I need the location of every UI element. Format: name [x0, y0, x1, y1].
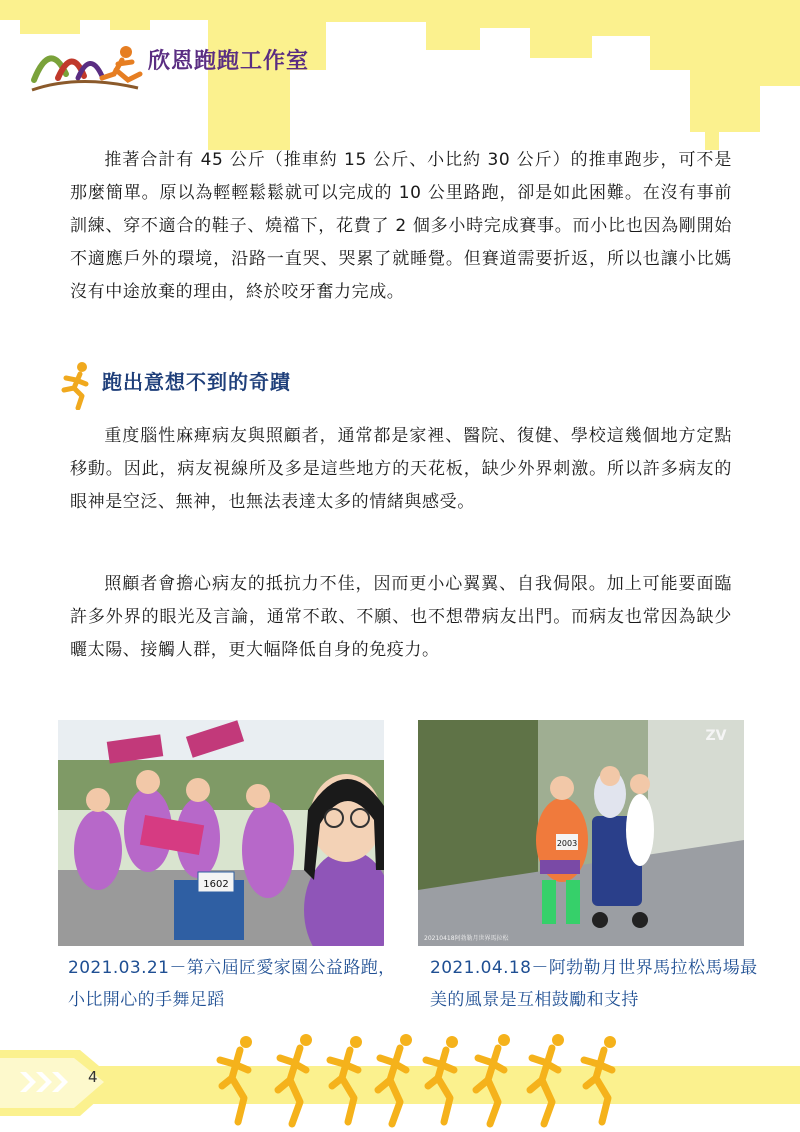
- body-paragraph-1: 推著合計有 45 公斤（推車約 15 公斤、小比約 30 公斤）的推車跑步，可不是那麼簡單。原以為輕輕鬆鬆就可以完成的 10 公里路跑，卻是如此困難。在沒有事前訓練、穿不適合的鞋子、燒襠下，花費了 2 個多小時完成賽事。而小比也因為剛開始不適應戶外的環境，沿路一直哭、哭累了就睡覺。但賽道需要折返，所以也讓小比媽沒有中途放棄的理由，終於咬牙奮力完成。: [70, 150, 732, 302]
- photo-moon-world-marathon-image: [418, 720, 744, 946]
- brand-name: 欣恩跑跑工作室: [148, 49, 310, 74]
- runner-icon: [56, 360, 96, 410]
- bib-number-1: 1602: [203, 879, 229, 890]
- brand-logo-icon: [28, 34, 148, 96]
- photo-caption-2: 2021.04.18－阿勃勒月世界馬拉松馬場最美的風景是互相鼓勵和支持: [430, 958, 758, 1010]
- photo-caption-1: 2021.03.21－第六屆匠愛家園公益路跑，小比開心的手舞足蹈: [68, 958, 396, 1010]
- footer-banner: [0, 1030, 800, 1132]
- photo-watermark: 20210418阿勃勒月世界馬拉松: [424, 935, 509, 942]
- photo-charity-run: [58, 720, 384, 946]
- photo-corner-logo: ZV: [705, 728, 727, 744]
- photo-moon-world-marathon: [418, 720, 744, 946]
- body-paragraph-2: 重度腦性麻痺病友與照顧者，通常都是家裡、醫院、復健、學校這幾個地方定點移動。因此，病友視線所及多是這些地方的天花板，缺少外界刺激。所以許多病友的眼神是空泛、無神，也無法表達太多的情緒與感受。: [70, 426, 732, 512]
- page-number: 4: [88, 1068, 98, 1086]
- section-heading: 跑出意想不到的奇蹟: [102, 370, 291, 394]
- bib-number-2: 2003: [556, 839, 578, 848]
- photo-charity-run-image: [58, 720, 384, 946]
- body-paragraph-3: 照顧者會擔心病友的抵抗力不佳，因而更小心翼翼、自我侷限。加上可能要面臨許多外界的眼光及言論，通常不敢、不願、也不想帶病友出門。而病友也常因為缺少曬太陽、接觸人群，更大幅降低自身的免疫力。: [70, 574, 732, 660]
